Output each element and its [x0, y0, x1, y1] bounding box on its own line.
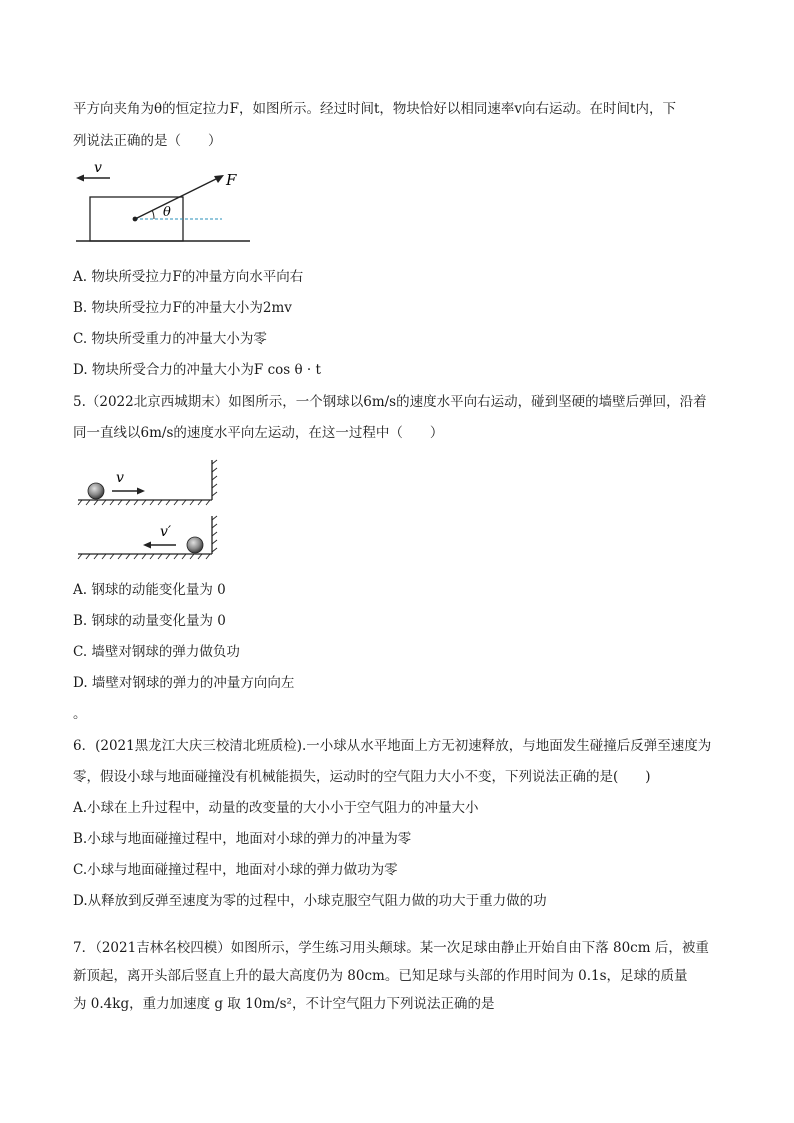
q6-stem-line2: 零，假设小球与地面碰撞没有机械能损失，运动时的空气阻力大小不变，下列说法正确的是( ): [73, 769, 651, 785]
q4-option-b: B. 物块所受拉力F的冲量大小为2mv: [73, 300, 292, 316]
q6-option-a: A.小球在上升过程中，动量的改变量的大小小于空气阻力的冲量大小: [73, 800, 479, 816]
q5-option-d: D. 墙壁对钢球的弹力的冲量方向向左: [73, 675, 295, 691]
q5-option-b: B. 钢球的动量变化量为 0: [73, 613, 226, 629]
q4-stem-line1: 平方向夹角为θ的恒定拉力F，如图所示。经过时间t，物块恰好以相同速率v向右运动。在时间t内，下: [73, 101, 676, 117]
q4-figure: [70, 155, 260, 250]
q6-option-d: D.从释放到反弹至速度为零的过程中，小球克服空气阻力做的功大于重力做的功: [73, 893, 547, 909]
q4-figure-theta-label: θ: [163, 205, 171, 220]
q5-option-a: A. 钢球的动能变化量为 0: [73, 582, 226, 598]
q6-stem-line1: 6．(2021黑龙江大庆三校清北班质检).一小球从水平地面上方无初速释放，与地面发生碰撞后反弹至速度为: [73, 738, 712, 754]
q5-figure: [72, 458, 232, 564]
q7-stem-line3: 为 0.4kg，重力加速度 g 取 10m/s²，不计空气阻力下列说法正确的是: [73, 996, 495, 1012]
q4-figure-f-label: F: [226, 171, 237, 189]
q4-option-d: D. 物块所受合力的冲量大小为F cos θ · t: [73, 362, 321, 378]
q6-option-b: B.小球与地面碰撞过程中，地面对小球的弹力的冲量为零: [73, 831, 412, 847]
q5-trailing-mark: 。: [73, 706, 87, 722]
q4-stem-line2: 列说法正确的是（ ）: [73, 133, 222, 149]
q7-stem-line2: 新顶起，离开头部后竖直上升的最大高度仍为 80cm。已知足球与头部的作用时间为 0.1s，足球的质量: [73, 968, 688, 984]
q6-option-c: C.小球与地面碰撞过程中，地面对小球的弹力做功为零: [73, 862, 398, 878]
q7-stem-line1: 7．（2021吉林名校四模）如图所示，学生练习用头颠球。某一次足球由静止开始自由下落 80cm 后，被重: [73, 940, 709, 956]
q5-option-c: C. 墙壁对钢球的弹力做负功: [73, 644, 240, 660]
q5-figure-vprime-label: v′: [160, 524, 172, 540]
q5-ball-top: [88, 483, 104, 499]
q4-figure-v-label: v: [94, 160, 102, 176]
q5-stem-line1: 5.（2022北京西城期末）如图所示，一个钢球以6m/s的速度水平向右运动，碰到坚硬的墙壁后弹回，沿着: [73, 394, 707, 410]
q5-figure-v-label: v: [116, 470, 124, 486]
q5-stem-line2: 同一直线以6m/s的速度水平向左运动，在这一过程中（ ）: [73, 425, 444, 441]
q5-ball-bottom: [187, 537, 203, 553]
q4-option-a: A. 物块所受拉力F的冲量方向水平向右: [73, 269, 304, 285]
q4-option-c: C. 物块所受重力的冲量大小为零: [73, 331, 267, 347]
q4-force-arrow: [135, 177, 220, 219]
